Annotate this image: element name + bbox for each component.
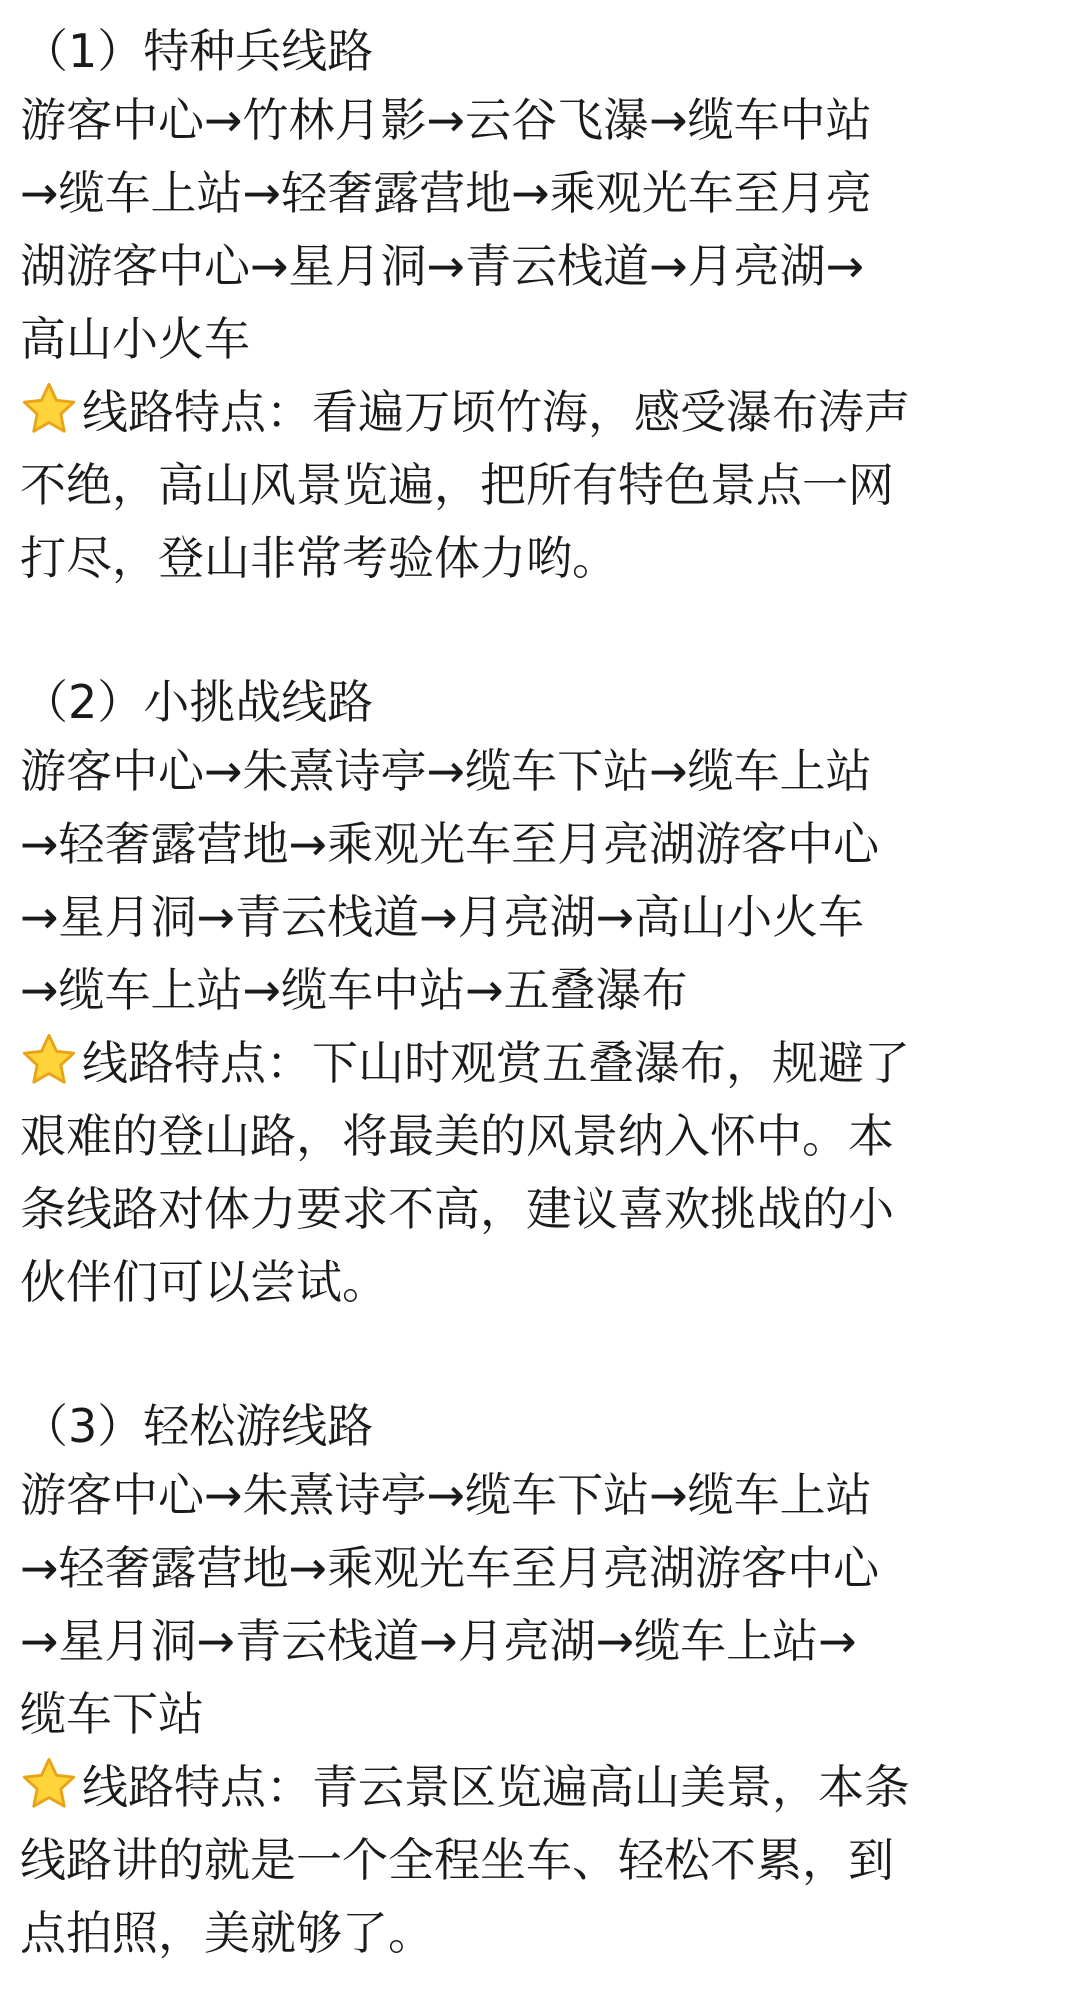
route-line: →星月洞→青云栈道→月亮湖→高山小火车: [20, 890, 865, 944]
feature-line: [20, 1751, 1060, 1824]
feature-text: 线路特点：看遍万顷竹海，感受瀑布涛声: [82, 385, 910, 439]
route-path: [20, 1459, 1060, 1751]
route-feature: [20, 376, 1060, 595]
route-feature: [20, 1027, 1060, 1319]
feature-line: 点拍照，美就够了。: [20, 1906, 434, 1960]
route-path: [20, 735, 1060, 1027]
route-line: 高山小火车: [20, 312, 250, 366]
route-guide: [20, 18, 1060, 1970]
feature-text: 线路特点：下山时观赏五叠瀑布，规避了: [82, 1036, 910, 1090]
route-line: 游客中心→朱熹诗亭→缆车下站→缆车上站: [20, 1468, 872, 1522]
feature-line: 打尽，登山非常考验体力哟。: [20, 531, 618, 585]
section-heading: （3）轻松游线路: [22, 1399, 374, 1453]
star-icon: [20, 380, 78, 438]
route-line: 缆车下站: [20, 1687, 204, 1741]
route-path: [20, 84, 1060, 376]
section-heading: （1）特种兵线路: [22, 24, 374, 78]
feature-line: 伙伴们可以尝试。: [20, 1255, 388, 1309]
feature-line: 线路讲的就是一个全程坐车、轻松不累，到: [20, 1833, 894, 1887]
route-feature: [20, 1751, 1060, 1970]
route-line: →轻奢露营地→乘观光车至月亮湖游客中心: [20, 817, 880, 871]
route-section-2: [20, 669, 1060, 1319]
feature-line: [20, 376, 1060, 449]
feature-line: 不绝，高山风景览遍，把所有特色景点一网: [20, 458, 894, 512]
route-line: →星月洞→青云栈道→月亮湖→缆车上站→: [20, 1614, 857, 1668]
feature-line: [20, 1027, 1060, 1100]
route-line: →缆车上站→缆车中站→五叠瀑布: [20, 963, 688, 1017]
route-line: 湖游客中心→星月洞→青云栈道→月亮湖→: [20, 239, 865, 293]
route-line: →轻奢露营地→乘观光车至月亮湖游客中心: [20, 1541, 880, 1595]
route-line: 游客中心→朱熹诗亭→缆车下站→缆车上站: [20, 744, 872, 798]
feature-line: 艰难的登山路，将最美的风景纳入怀中。本: [20, 1109, 894, 1163]
feature-text: 线路特点：青云景区览遍高山美景，本条: [82, 1760, 910, 1814]
section-heading: （2）小挑战线路: [22, 675, 374, 729]
feature-line: 条线路对体力要求不高，建议喜欢挑战的小: [20, 1182, 894, 1236]
star-icon: [20, 1031, 78, 1089]
route-line: 游客中心→竹林月影→云谷飞瀑→缆车中站: [20, 93, 872, 147]
star-icon: [20, 1755, 78, 1813]
route-section-3: [20, 1393, 1060, 1970]
route-section-1: [20, 18, 1060, 595]
route-line: →缆车上站→轻奢露营地→乘观光车至月亮: [20, 166, 872, 220]
